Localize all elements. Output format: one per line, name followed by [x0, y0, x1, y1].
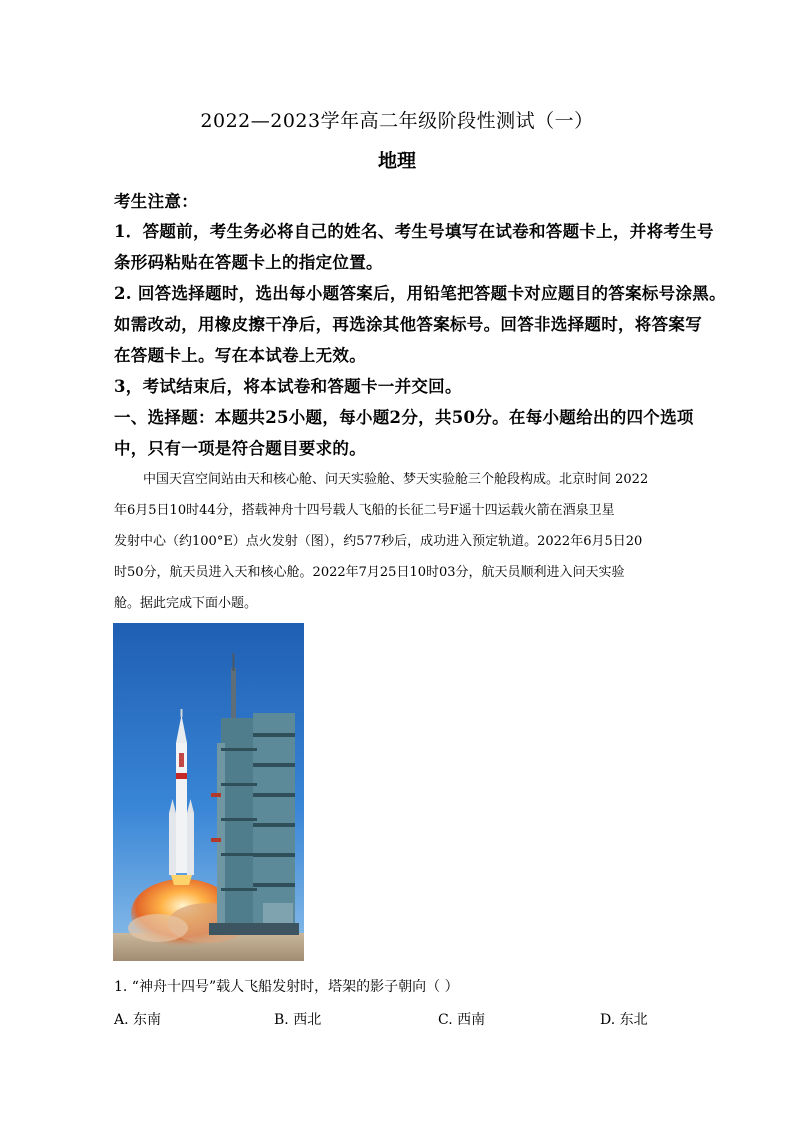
- section-heading-line: 中，只有一项是符合题目要求的。: [114, 439, 366, 458]
- option-a: A. 东南: [114, 1012, 162, 1028]
- notice-line: 2. 回答选择题时，选出每小题答案后，用铅笔把答题卡对应题目的答案标号涂黑。: [114, 284, 726, 303]
- option-c: C. 西南: [438, 1012, 486, 1028]
- passage-line: 时50分，航天员进入天和核心舱。2022年7月25日10时03分，航天员顺利进入问天实验: [114, 565, 625, 580]
- notice-heading: 考生注意：: [114, 192, 198, 211]
- passage-line: 中国天宫空间站由天和核心舱、问天实验舱、梦天实验舱三个舱段构成。北京时间 2022: [143, 472, 649, 487]
- option-b: B. 西北: [274, 1012, 322, 1028]
- notice-line: 在答题卡上。写在本试卷上无效。: [114, 346, 366, 365]
- section-heading-line: 一、选择题：本题共25小题，每小题2分，共50分。在每小题给出的四个选项: [114, 408, 694, 427]
- notice-line: 如需改动，用橡皮擦干净后，再选涂其他答案标号。回答非选择题时，将答案写: [114, 315, 702, 334]
- exam-title: 2022—2023学年高二年级阶段性测试（一）: [200, 110, 594, 132]
- notice-line: 条形码粘贴在答题卡上的指定位置。: [114, 253, 383, 272]
- passage-line: 年6月5日10时44分，搭载神舟十四号载人飞船的长征二号F遥十四运载火箭在酒泉卫星: [114, 503, 615, 518]
- notice-line: 1．答题前，考生务必将自己的姓名、考生号填写在试卷和答题卡上，并将考生号: [114, 222, 714, 241]
- notice-line: 3，考试结束后，将本试卷和答题卡一并交回。: [114, 377, 462, 396]
- question-stem: 1. “神舟十四号”载人飞船发射时，塔架的影子朝向（ ）: [114, 979, 459, 995]
- passage-line: 舱。据此完成下面小题。: [114, 596, 258, 611]
- passage-line: 发射中心（约100°E）点火发射（图），约577秒后，成功进入预定轨道。2022年6月5日20: [114, 534, 643, 549]
- subject-title: 地理: [377, 150, 416, 172]
- option-d: D. 东北: [600, 1012, 648, 1028]
- rocket-launch-photo: [113, 623, 304, 961]
